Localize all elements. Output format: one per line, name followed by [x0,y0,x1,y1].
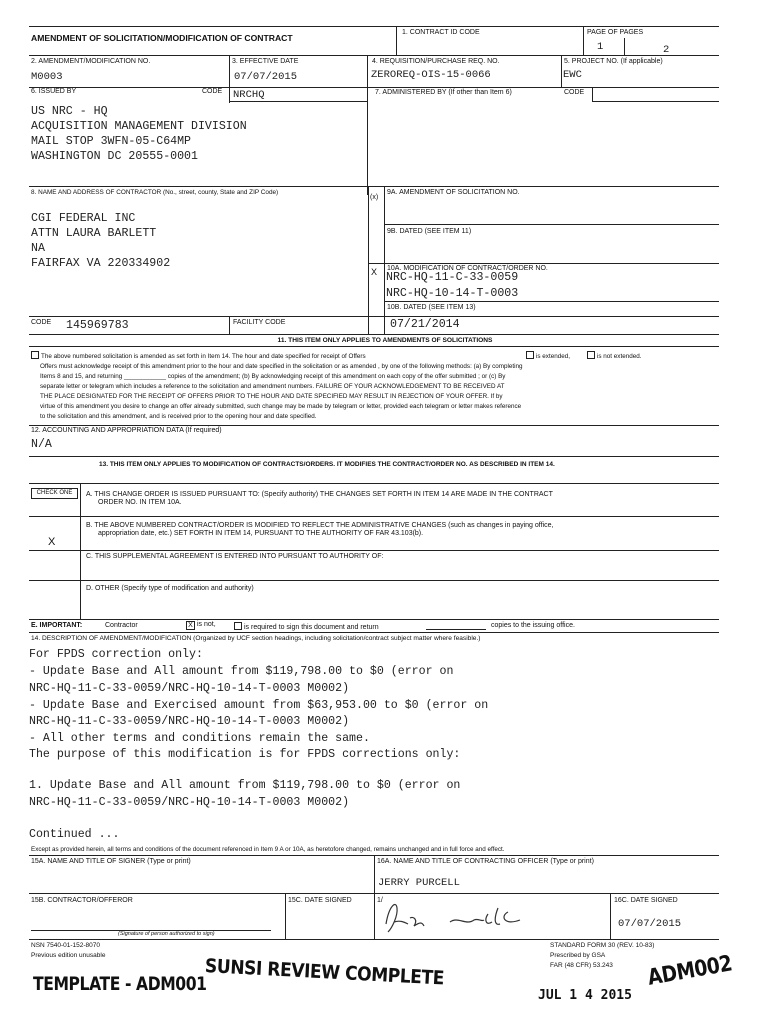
form-title: AMENDMENT OF SOLICITATION/MODIFICATION OF CONTRACT [31,33,293,43]
issuer-line-3: MAIL STOP 3WFN-05-C64MP [31,135,192,148]
not-extended-label: is not extended. [597,353,642,360]
requisition-no: ZEROREQ-OIS-15-0066 [371,69,491,81]
issued-by-code-label: CODE [202,88,223,95]
item-11-title: 11. THIS ITEM ONLY APPLIES TO AMENDMENTS OF SOLICITATIONS [277,337,493,344]
item-11-text-6: to the solicitation and this amendment, and is received prior to the opening hour and date specified. [40,413,317,420]
is-required-checkbox[interactable] [234,622,242,630]
far-reference-label: FAR (48 CFR) 53.243 [550,962,613,969]
important-label: E. IMPORTANT: [31,622,83,629]
date-stamp: JUL 1 4 2015 [538,988,632,1003]
option-c-line: C. THIS SUPPLEMENTAL AGREEMENT IS ENTERED INTO PURSUANT TO AUTHORITY OF: [86,553,384,560]
requisition-label: 4. REQUISITION/PURCHASE REQ. NO. [372,58,500,65]
description-label: 14. DESCRIPTION OF AMENDMENT/MODIFICATION (Organized by UCF section headings, including solicitation/contract subject matter where feasible.) [31,635,481,642]
contractor-line-2: ATTN LAURA BARLETT [31,227,157,240]
page-number: 1 [597,41,604,53]
description-line-10: NRC-HQ-11-C-33-0059/NRC-HQ-10-14-T-0003 M0002) [29,796,350,809]
page-total: 2 [663,44,670,56]
effective-date-label: 3. EFFECTIVE DATE [232,58,299,65]
standard-form-label: STANDARD FORM 30 (REV. 10-83) [550,942,655,949]
description-line-3: NRC-HQ-11-C-33-0059/NRC-HQ-10-14-T-0003 M0002) [29,682,350,695]
issued-by-label: 6. ISSUED BY [31,88,77,95]
option-a-line-1: A. THIS CHANGE ORDER IS ISSUED PURSUANT TO: (Specify authority) THE CHANGES SET FORTH IN ITEM 14 ARE MADE IN THE CONTRACT [86,491,553,498]
dated-10b: 07/21/2014 [390,318,460,331]
date-signed-15c-label: 15C. DATE SIGNED [288,897,352,904]
description-line-7: The purpose of this modification is for FPDS corrections only: [29,748,461,761]
prescribed-by-label: Prescribed by GSA [550,952,606,959]
effective-date: 07/07/2015 [234,71,298,83]
accounting-data: N/A [31,438,52,451]
date-signed-16c: 07/07/2015 [618,918,682,930]
solicitation-checkbox[interactable] [31,351,39,359]
previous-edition-note: Previous edition unusable [31,952,106,959]
option-b-line-1: B. THE ABOVE NUMBERED CONTRACT/ORDER IS MODIFIED TO REFLECT THE ADMINISTRATIVE CHANGES (such as changes in paying office, [86,522,554,529]
item-11-text-3: separate letter or telegram which includes a reference to the solicitation and amendment numbers. FAILURE OF YOUR ACKNOWLEDGEMENT TO BE RECEIVED AT [40,383,505,390]
description-continued: Continued ... [29,828,120,841]
contractor-offeror-label: 15B. CONTRACTOR/OFFEROR [31,897,133,904]
issued-by-code: NRCHQ [233,89,265,101]
description-line-2: - Update Base and All amount from $119,798.00 to $0 (error on [29,665,454,678]
is-not-label: is not, [197,621,216,628]
issuer-line-1: US NRC - HQ [31,105,108,118]
option-d-line: D. OTHER (Specify type of modification and authority) [86,585,254,592]
issuer-line-2: ACQUISITION MANAGEMENT DIVISION [31,120,247,133]
signature-note: (Signature of person authorized to sign) [118,931,215,937]
amendment-9a-label: 9A. AMENDMENT OF SOLICITATION NO. [387,189,520,196]
option-a-line-2: ORDER NO. IN ITEM 10A. [98,499,182,506]
modification-10a-label: 10A. MODIFICATION OF CONTRACT/ORDER NO. [387,265,548,272]
x-column-label: (x) [370,194,379,201]
project-label: 5. PROJECT NO. (If applicable) [564,58,663,65]
modification-no: NRC-HQ-11-C-33-0059 [386,271,519,284]
officer-signature-icon [380,898,565,943]
contracting-officer-label: 16A. NAME AND TITLE OF CONTRACTING OFFICER (Type or print) [377,858,594,865]
contractor-word: Contractor [105,622,138,629]
description-line-4: - Update Base and Exercised amount from $63,953.00 to $0 (error on [29,699,489,712]
contracting-officer-name: JERRY PURCELL [378,877,460,889]
contractor-code-label: CODE [31,319,52,326]
contractor-code: 145969783 [66,319,129,332]
date-signed-16c-label: 16C. DATE SIGNED [614,897,678,904]
mod-10a-check: X [371,267,378,277]
nsn-number: NSN 7540-01-152-8070 [31,942,101,949]
extended-label: is extended, [536,353,570,360]
is-not-checkbox[interactable]: X [186,621,195,630]
option-b-check[interactable]: X [48,536,56,548]
contractor-label: 8. NAME AND ADDRESS OF CONTRACTOR (No., street, county, State and ZIP Code) [31,189,279,196]
order-no: NRC-HQ-10-14-T-0003 [386,287,519,300]
page-of-pages-label: PAGE OF PAGES [587,29,644,36]
description-line-9: 1. Update Base and All amount from $119,798.00 to $0 (error on [29,779,461,792]
item-11-line-1: The above numbered solicitation is amended as set forth in Item 14. The hour and date specified for receipt of Offers [41,353,366,360]
amendment-no-label: 2. AMENDMENT/MODIFICATION NO. [31,58,151,65]
project-no: EWC [563,69,582,81]
item-11-text-4: THE PLACE DESIGNATED FOR THE RECEIPT OF OFFERS PRIOR TO THE HOUR AND DATE SPECIFIED MAY RESULT IN REJECTION OF YOUR OFFER. If by [40,393,503,400]
copies-label: copies to the issuing office. [491,622,575,629]
extended-checkbox[interactable] [526,351,534,359]
except-statement: Except as provided herein, all terms and conditions of the document referenced in Item 9 A or 10A, as heretofore changed, remains unchanged and in full force and effect. [31,846,505,853]
description-line-5: NRC-HQ-11-C-33-0059/NRC-HQ-10-14-T-0003 M0002) [29,715,350,728]
administered-code-label: CODE [564,89,585,96]
not-extended-checkbox[interactable] [587,351,595,359]
description-line-1: For FPDS correction only: [29,648,203,661]
sunsi-review-stamp: SUNSI REVIEW COMPLETE [204,955,445,990]
is-required-label: is required to sign this document and return [244,624,379,631]
dated-9b-label: 9B. DATED (SEE ITEM 11) [387,228,472,235]
item-11-text-1: Offers must acknowledge receipt of this amendment prior to the hour and date specified in the solicitation or as amended , by one of the following methods: (a) By completing [40,363,523,370]
signature-16b-mark: 1/ [377,897,383,904]
dated-10b-label: 10B. DATED (SEE ITEM 13) [387,304,476,311]
contractor-line-1: CGI FEDERAL INC [31,212,136,225]
check-one-label: CHECK ONE [31,488,78,499]
description-line-6: - All other terms and conditions remain the same. [29,732,370,745]
contractor-line-3: NA [31,242,45,255]
amendment-no: M0003 [31,71,63,83]
adm-stamp: ADM002 [645,951,734,991]
issuer-line-4: WASHINGTON DC 20555-0001 [31,150,198,163]
contract-id-label: 1. CONTRACT ID CODE [402,29,480,36]
accounting-data-label: 12. ACCOUNTING AND APPROPRIATION DATA (If required) [31,427,222,434]
item-11-text-5: virtue of this amendment you desire to change an offer already submitted, such change may be made by telegram or letter, provided each telegram or letter makes reference [40,403,522,410]
item-13-title: 13. THIS ITEM ONLY APPLIES TO MODIFICATION OF CONTRACTS/ORDERS. IT MODIFIES THE CONTRACT/ORDER NO. AS DESCRIBED IN ITEM 14. [99,461,555,468]
administered-by-label: 7. ADMINISTERED BY (If other than Item 6) [375,89,512,96]
template-stamp: TEMPLATE - ADM001 [33,973,207,995]
facility-code-label: FACILITY CODE [233,319,286,326]
signer-name-label: 15A. NAME AND TITLE OF SIGNER (Type or print) [31,858,191,865]
option-b-line-2: appropriation date, etc.) SET FORTH IN ITEM 14, PURSUANT TO THE AUTHORITY OF FAR 43.103(b). [98,530,424,537]
contractor-line-4: FAIRFAX VA 220334902 [31,257,171,270]
item-11-text-2: Items 8 and 15, and returning ____________ copies of the amendment; (b) By acknowledging receipt of this amendment on each copy of the offer submitted ; or (c) By [40,373,506,380]
